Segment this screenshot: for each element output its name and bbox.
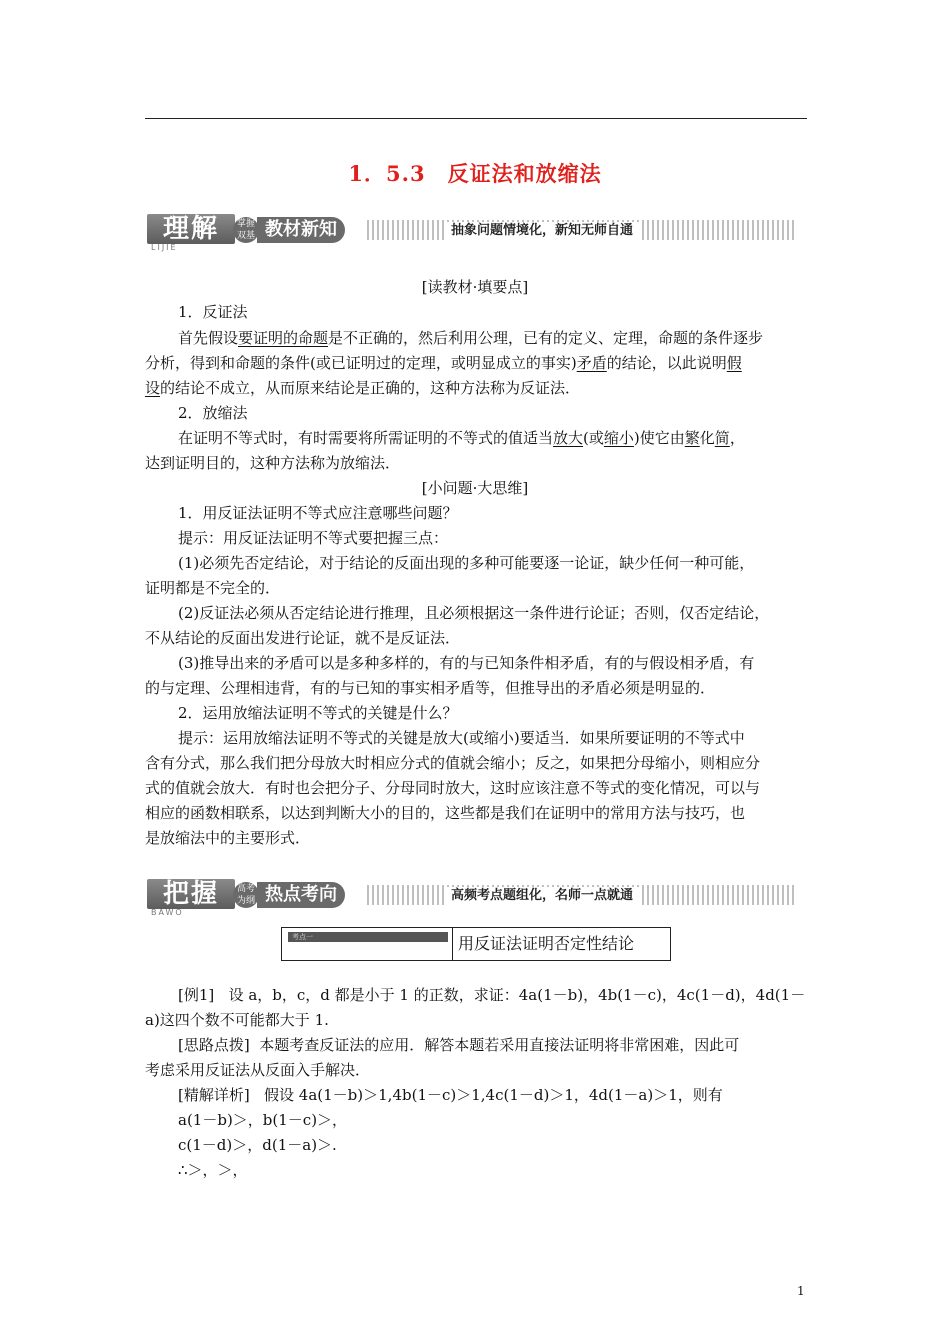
banner-sub-label: 热点考向: [257, 882, 345, 908]
hint-line: 的与定理、公理相违背，有的与已知的事实相矛盾等，但推导出的矛盾必须是明显的．: [145, 679, 716, 697]
paragraph-line: 达到证明目的，这种方法称为放缩法．: [145, 454, 401, 472]
section-banner-understand: [145, 211, 807, 252]
banner-slogan: 抽象问题情境化，新知无师自通: [445, 222, 639, 240]
solution-line: [178, 1085, 723, 1105]
banner-pinyin: LIJIE: [151, 243, 178, 252]
banner-big-label: 理解: [147, 214, 235, 244]
hint-line: 不从结论的反面出发进行论证，就不是反证法．: [145, 629, 461, 647]
item-heading: 2．放缩法: [178, 404, 248, 422]
text: 在证明不等式时，有时需要将所需证明的不等式的值适当: [178, 429, 554, 447]
banner-sub-label: 教材新知: [257, 217, 345, 243]
fill-blank: 设: [145, 379, 161, 397]
item-heading: 1．反证法: [178, 303, 248, 321]
question: 1．用反证法证明不等式应注意哪些问题？: [178, 504, 458, 522]
text: 本题考查反证法的应用．解答本题若采用直接法证明将非常困难，因此可: [259, 1036, 740, 1054]
fill-blank: 假: [726, 354, 742, 372]
banner-circle-label: 掌握 双基: [233, 217, 259, 243]
hint-line: 考虑采用反证法从反面入手解决．: [145, 1061, 371, 1079]
fill-blank: 放大: [553, 429, 584, 447]
text: 分析，得到和命题的条件(或已证明过的定理，或明显成立的事实): [145, 354, 577, 372]
text: 首先假设: [178, 329, 239, 347]
fill-blank: 缩小: [603, 429, 634, 447]
hint-label: [思路点拨]: [178, 1036, 250, 1054]
text: 的结论不成立，从而原来结论是正确的，这种方法称为反证法．: [160, 379, 581, 397]
fill-blank: 矛盾: [576, 354, 607, 372]
solution-label: [精解详析]: [178, 1086, 250, 1104]
example-line: a)这四个数不可能都大于 1.: [145, 1011, 329, 1029]
page-number: 1: [797, 1284, 805, 1298]
banner-big-label: 把握: [147, 879, 235, 909]
hint-line: (1)必须先否定结论，对于结论的反面出现的多种可能要逐一论证，缺少任何一种可能，: [178, 554, 755, 572]
paragraph-line: [178, 428, 745, 448]
hint-line: 含有分式，那么我们把分母放大时相应分式的值就会缩小；反之，如果把分母缩小，则相应分: [145, 754, 761, 772]
hint-line: 提示：用反证法证明不等式要把握三点：: [178, 529, 449, 547]
section-banner-grasp: [145, 876, 807, 917]
banner-slogan: 高频考点题组化，名师一点就通: [445, 887, 639, 905]
banner-circle-label: 高考 为纲: [233, 882, 259, 908]
solution-line: a(1－b)＞，b(1－c)＞，: [178, 1111, 348, 1129]
text: 的结论，以此说明: [606, 354, 727, 372]
hint-line: 式的值就会放大．有时也会把分子、分母同时放大，这时应该注意不等式的变化情况，可以与: [145, 779, 761, 797]
fill-blank: 要证明的命题: [238, 329, 329, 347]
text: (或: [583, 429, 604, 447]
paragraph-line: [145, 353, 742, 373]
hint-line: (2)反证法必须从否定结论进行推理，且必须根据这一条件进行论证；否则，仅否定结论，: [178, 604, 770, 622]
section-header: [读教材·填要点]: [421, 278, 529, 296]
text: 化: [699, 429, 715, 447]
header-rule: [145, 118, 807, 119]
example-label: [例1]: [178, 986, 215, 1004]
text: ，: [729, 429, 745, 447]
topic-box: [281, 927, 671, 961]
question: 2．运用放缩法证明不等式的关键是什么？: [178, 704, 458, 722]
topic-tag: 考点一: [288, 932, 448, 942]
paragraph-line: [145, 378, 580, 398]
text: )使它由: [633, 429, 685, 447]
hint-line: [178, 1035, 739, 1055]
page-title: 1．5.3 反证法和放缩法: [348, 161, 602, 186]
hint-line: 是放缩法中的主要形式．: [145, 829, 311, 847]
hint-line: 证明都是不完全的．: [145, 579, 281, 597]
text: 假设 4a(1－b)＞1,4b(1－c)＞1,4c(1－d)＞1，4d(1－a)＞1，则有: [264, 1086, 723, 1104]
fill-blank: 繁: [684, 429, 700, 447]
solution-line: ∴＞，＞，: [178, 1161, 248, 1179]
paragraph-line: [178, 328, 763, 348]
fill-blank: 简: [714, 429, 730, 447]
topic-divider: [452, 928, 453, 960]
solution-line: c(1－d)＞，d(1－a)＞.: [178, 1136, 337, 1154]
banner-pinyin: BAWO: [151, 908, 184, 917]
topic-title: 用反证法证明否定性结论: [458, 934, 635, 953]
hint-line: (3)推导出来的矛盾可以是多种多样的，有的与已知条件相矛盾，有的与假设相矛盾，有: [178, 654, 755, 672]
text: 设 a，b，c，d 都是小于 1 的正数，求证：4a(1－b)，4b(1－c)，4c(1－d)，4d(1－: [228, 986, 806, 1004]
text: 是不正确的，然后利用公理，已有的定义、定理，命题的条件逐步: [328, 329, 764, 347]
hint-line: 提示：运用放缩法证明不等式的关键是放大(或缩小)要适当．如果所要证明的不等式中: [178, 729, 745, 747]
example-line: [178, 985, 805, 1005]
section-header: [小问题·大思维]: [421, 479, 529, 497]
hint-line: 相应的函数相联系，以达到判断大小的目的，这些都是我们在证明中的常用方法与技巧，也: [145, 804, 746, 822]
